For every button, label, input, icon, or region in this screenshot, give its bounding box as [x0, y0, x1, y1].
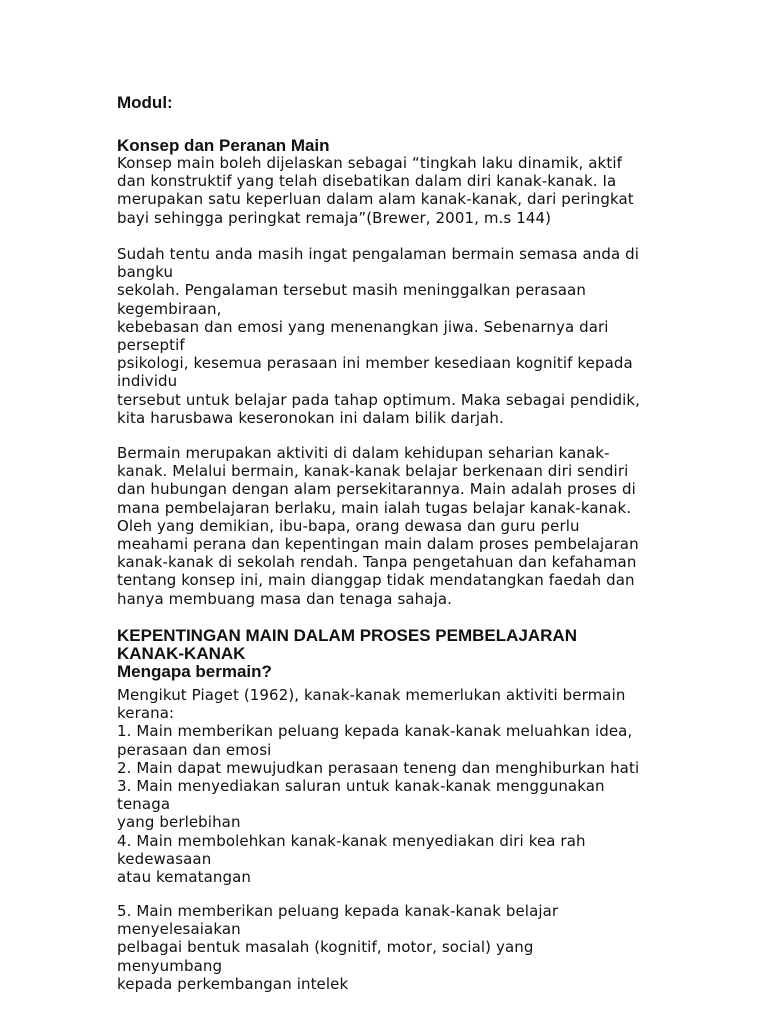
text-line: tentang konsep ini, main dianggap tidak mendatangkan faedah dan	[117, 571, 635, 590]
text-line: menyumbang	[117, 956, 223, 975]
text-line: Mengikut Piaget (1962), kanak-kanak memerlukan aktiviti bermain	[117, 686, 626, 704]
text-line: kanak-kanak di sekolah rendah. Tanpa pengetahuan dan kefahaman	[117, 553, 637, 572]
text-line: dan konstruktif yang telah disebatikan dalam diri kanak-kanak. Ia	[117, 172, 617, 191]
text-line: kepada perkembangan intelek	[117, 974, 349, 993]
text-line: bangku	[117, 263, 174, 282]
paragraph-konsep	[117, 154, 677, 227]
text-line: bayi sehingga peringkat remaja”(Brewer, 2001, m.s 144)	[117, 208, 552, 227]
text-line: pelbagai bentuk masalah (kognitif, motor, social) yang	[117, 938, 534, 957]
section-title-konsep: Konsep dan Peranan Main	[117, 136, 330, 155]
text-line: kanak. Melalui bermain, kanak-kanak belajar berkenaan diri sendiri	[117, 462, 629, 481]
text-line: mana pembelajaran berlaku, main ialah tugas belajar kanak-kanak.	[117, 498, 632, 517]
text-line: kita harusbawa keseronokan ini dalam bilik darjah.	[117, 408, 504, 427]
text-line: Konsep main boleh dijelaskan sebagai “tingkah laku dinamik, aktif	[117, 154, 622, 172]
text-line: Sudah tentu anda masih ingat pengalaman bermain semasa anda di	[117, 245, 640, 263]
section-title-line: KEPENTINGAN MAIN DALAM PROSES PEMBELAJARAN	[117, 626, 577, 645]
text-line: 5. Main memberikan peluang kepada kanak-kanak belajar	[117, 902, 559, 920]
text-line: yang berlebihan	[117, 813, 241, 832]
text-line: kegembiraan,	[117, 299, 222, 318]
paragraph-bermain	[117, 444, 677, 608]
text-line: 3. Main menyediakan saluran untuk kanak-kanak menggunakan	[117, 777, 605, 796]
section-title-kepentingan	[117, 627, 677, 681]
paragraph-item-5	[117, 902, 677, 993]
text-line: Oleh yang demikian, ibu-bapa, orang dewasa dan guru perlu	[117, 516, 580, 535]
text-line: meahami perana dan kepentingan main dalam proses pembelajaran	[117, 535, 639, 554]
text-line: atau kematangan	[117, 868, 252, 887]
text-line: individu	[117, 372, 178, 391]
text-line: kedewasaan	[117, 849, 212, 868]
paragraph-piaget	[117, 686, 677, 886]
text-line: Bermain merupakan aktiviti di dalam kehidupan seharian kanak-	[117, 444, 610, 462]
section-subtitle: Mengapa bermain?	[117, 662, 272, 681]
text-line: 4. Main membolehkan kanak-kanak menyediakan diri kea rah	[117, 831, 586, 850]
text-line: merupakan satu keperluan dalam alam kanak-kanak, dari peringkat	[117, 190, 634, 209]
paragraph-pengalaman	[117, 245, 677, 427]
text-line: psikologi, kesemua perasaan ini member kesediaan kognitif kepada	[117, 354, 633, 373]
text-line: tersebut untuk belajar pada tahap optimum. Maka sebagai pendidik,	[117, 390, 641, 409]
text-line: tenaga	[117, 795, 171, 814]
text-line: kerana:	[117, 704, 175, 723]
section-title-line: KANAK-KANAK	[117, 644, 246, 663]
text-line: dan hubungan dengan alam persekitarannya. Main adalah proses di	[117, 480, 636, 499]
text-line: perasaan dan emosi	[117, 740, 272, 759]
text-line: 2. Main dapat mewujudkan perasaan teneng dan menghiburkan hati	[117, 758, 640, 777]
text-line: menyelesaiakan	[117, 920, 241, 939]
text-line: 1. Main memberikan peluang kepada kanak-kanak meluahkan idea,	[117, 722, 633, 741]
text-line: kebebasan dan emosi yang menenangkan jiwa. Sebenarnya dari	[117, 317, 609, 336]
text-line: hanya membuang masa dan tenaga sahaja.	[117, 589, 453, 608]
text-line: sekolah. Pengalaman tersebut masih meninggalkan perasaan	[117, 281, 586, 300]
text-line: perseptif	[117, 336, 185, 355]
modul-label: Modul:	[117, 93, 173, 112]
